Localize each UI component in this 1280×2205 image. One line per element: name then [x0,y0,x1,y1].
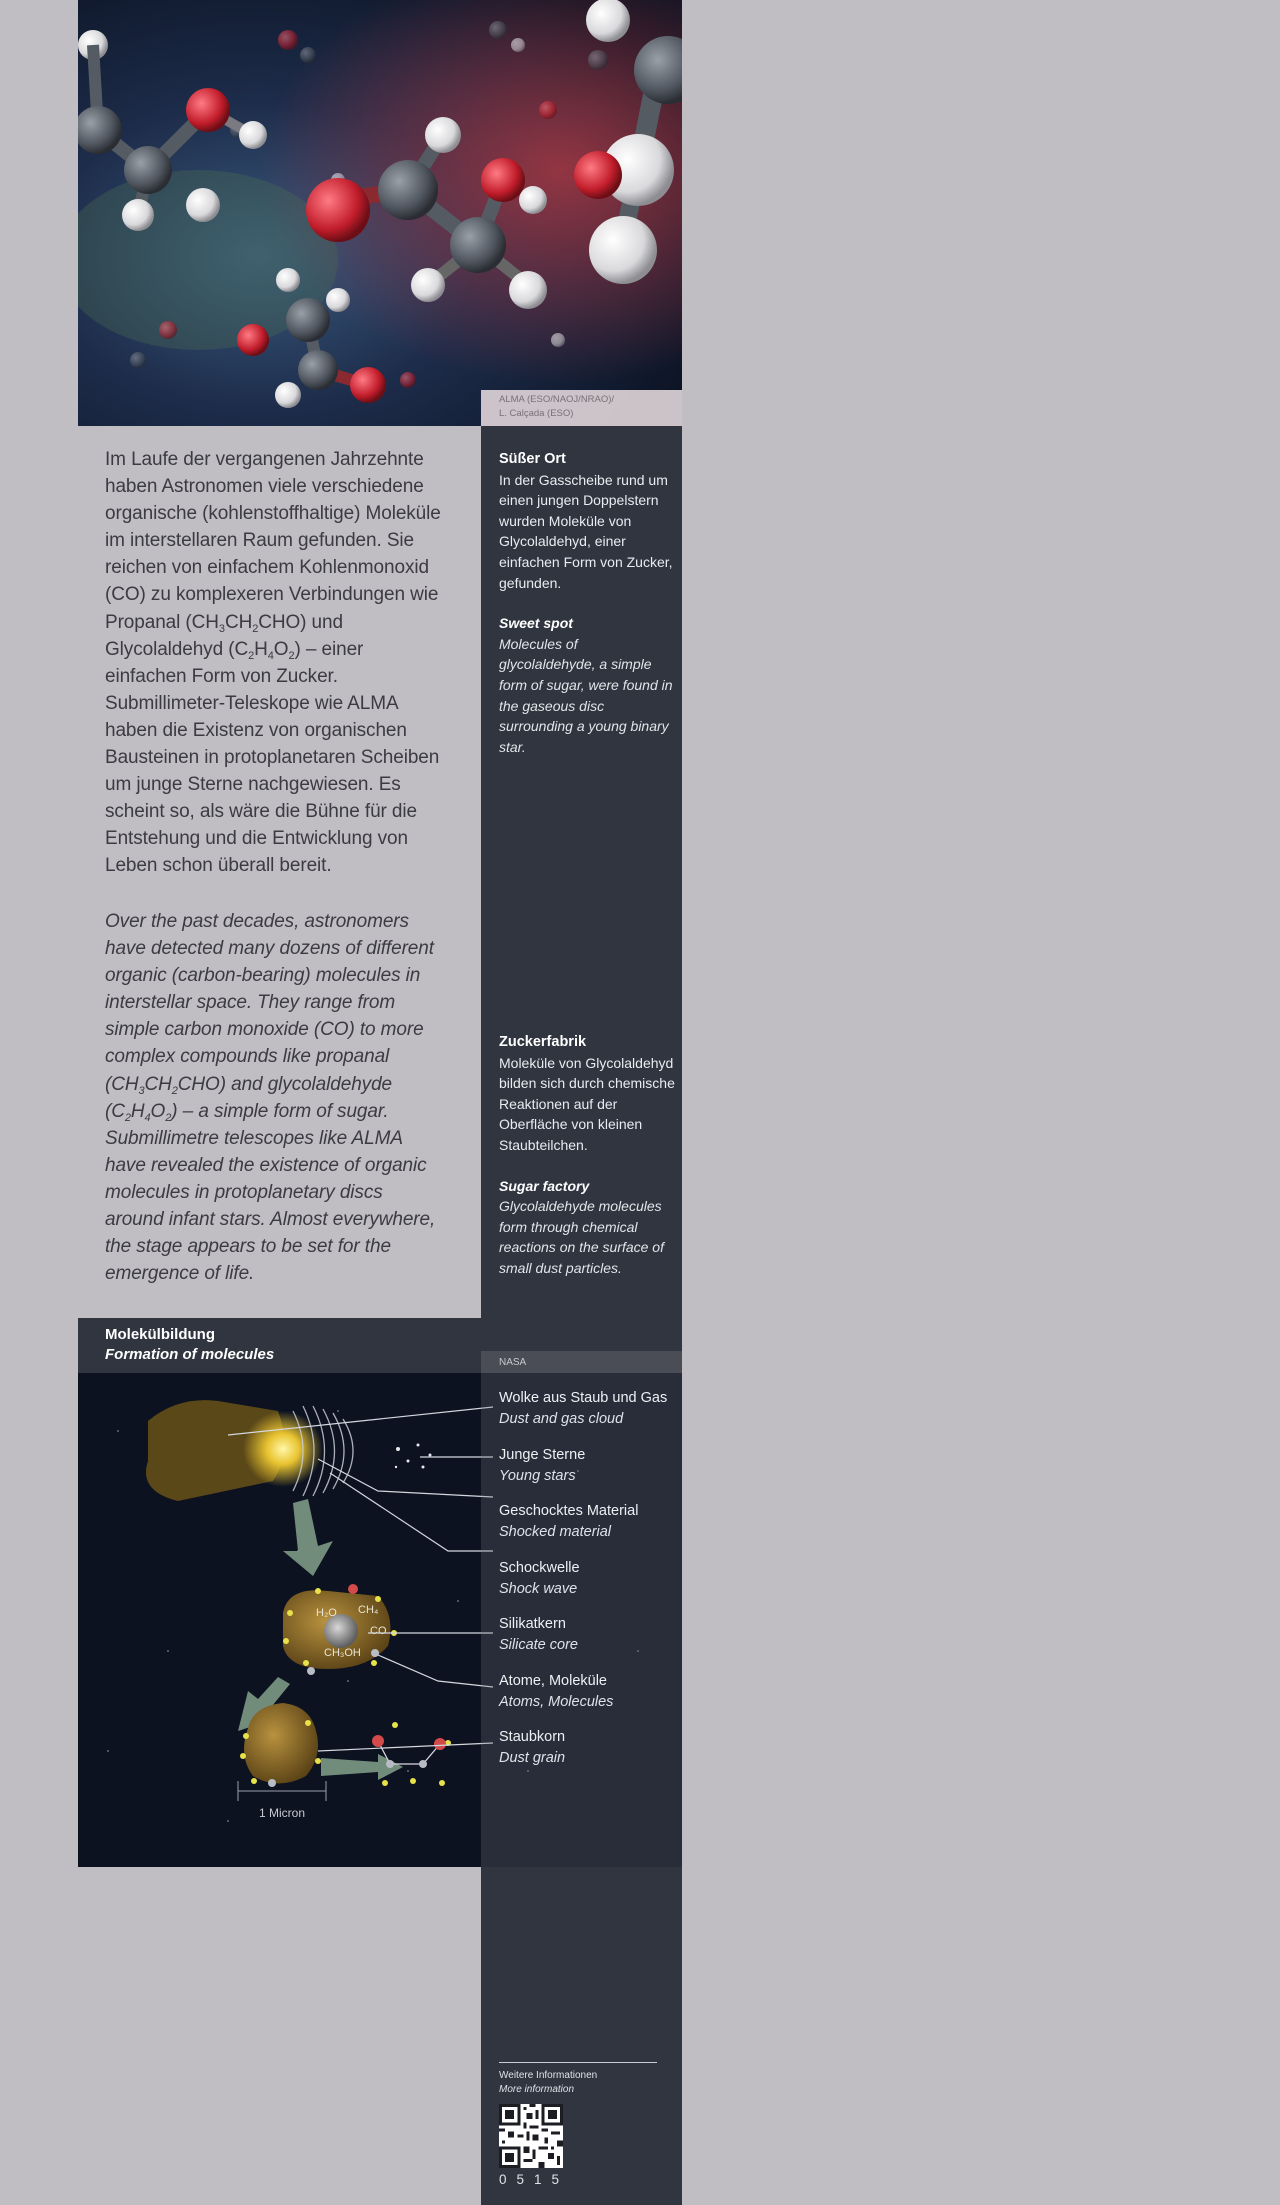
body-text-german [105,446,445,880]
more-info-en[interactable]: More information [499,2084,575,2095]
formula-subscript: 2 [124,1111,131,1124]
formula-subscript: 2 [171,1084,178,1097]
formula-subscript: 4 [267,649,274,662]
hero-credit-line2: L. Calçada (ESO) [499,408,574,419]
body-de-part1: Im Laufe der vergangenen Jahrzehnte haben Astronomen viele verschiedene organische (kohlenstoffhaltige) Moleküle im interstellaren Raum gefunden. Sie reichen von einfachem Kohlenmonoxid (CO) zu komplexeren Verbindungen wie Propanal ( [105,449,441,633]
label-de: Junge Sterne [499,1447,586,1463]
formula-text: H [130,1100,145,1122]
formula-subscript: 3 [218,622,225,635]
diagram-label-silicate-core [499,1614,578,1655]
hero-credit-line1: ALMA (ESO/NAOJ/NRAO)/ [499,394,615,405]
formula-subscript: 4 [144,1111,151,1124]
formula-subscript: 2 [248,649,255,662]
formula-subscript: 2 [165,1111,172,1124]
formula-text: O [273,638,289,660]
formula-text: CH [111,1073,139,1095]
label-en: Young stars [499,1467,576,1484]
label-en: Atoms, Molecules [499,1693,614,1710]
formula-text: CH [224,611,253,633]
diagram-credit: NASA [499,1357,527,1368]
label-de: Wolke aus Staub und Gas [499,1390,668,1406]
side-title-de: Süßer Ort [499,451,566,467]
side-text-de: Moleküle von Glycolaldehyd bilden sich durch chemische Reaktionen auf der Oberfläche von kleinen Staubteilchen. [499,1054,675,1153]
side-block-sweet-spot [499,449,675,757]
formula-text: C [111,1100,125,1122]
diagram-label-shock-wave [499,1558,580,1599]
body-de-part3: ) – einer einfachen Form von Zucker. Submillimeter-Teleskope wie ALMA haben die Existenz von organischen Bausteinen in protoplanetaren Scheiben um junge Sterne nachgewiesen. Es scheint so, als wäre die Bühne für die Entstehung und die Entwicklung von Leben schon überall bereit. [105,638,440,877]
side-block-sugar-factory [499,1032,675,1279]
label-h2o: H₂O [316,1607,337,1619]
scale-label: 1 Micron [259,1806,306,1820]
label-en: Dust grain [499,1749,566,1766]
label-de: Silikatkern [499,1616,566,1632]
label-de: Schockwelle [499,1560,580,1576]
hero-image [78,0,682,426]
side-text-en: Molecules of glycolaldehyde, a simple form of sugar, were found in the gaseous disc surrounding a young binary star. [499,635,673,755]
side-title-en: Sweet spot [499,615,573,632]
body-en-part1: Over the past decades, astronomers have detected many dozens of different organic (carbon-bearing) molecules in interstellar space. They range from simple carbon monoxide (CO) to more complex compounds like propanal ( [105,911,434,1095]
body-text-english [105,908,445,1287]
formula-subscript: 3 [138,1084,145,1097]
formula-text: C [234,638,249,660]
more-info-de: Weitere Informationen [499,2070,598,2081]
body-en-part3: ) – a simple form of sugar. Submillimetre telescopes like ALMA have revealed the existence of organic molecules in protoplanetary discs around infant stars. Almost everywhere, the stage appears to be set for the emergence of life. [105,1100,436,1285]
side-title-de: Zuckerfabrik [499,1034,587,1050]
body-en-part2: CHO) and glycolaldehyde ( [105,1073,393,1122]
diagram-label-cloud [499,1388,667,1429]
label-en: Dust and gas cloud [499,1410,624,1427]
diagram-label-atoms-molecules [499,1671,613,1712]
label-en: Shocked material [499,1523,612,1540]
formula-text: CH [144,1073,172,1095]
body-de-part2: CHO) und Glycolaldehyd ( [105,611,343,660]
exhibit-code: 0515 [499,2172,570,2187]
side-title-en: Sugar factory [499,1177,590,1194]
formula-subscript: 2 [252,622,259,635]
qr-code-icon[interactable] [499,2104,563,2168]
formula-text: H [254,638,268,660]
label-co: CO [370,1625,387,1637]
label-en: Shock wave [499,1580,578,1597]
side-text-de: In der Gasscheibe rund um einen jungen Doppelstern wurden Moleküle von Glycolaldehyd, einer einfachen Form von Zucker, gefunden. [499,471,673,591]
side-text-en: Glycolaldehyde molecules form through chemical reactions on the surface of small dust particles. [499,1198,664,1276]
formula-subscript: 2 [288,649,295,662]
formula-text: CH [191,611,219,633]
label-de: Geschocktes Material [499,1503,639,1519]
formula-text: O [150,1100,166,1122]
footer-divider [499,2062,657,2063]
diagram-label-young-stars [499,1445,585,1486]
label-ch4: CH₄ [358,1604,379,1616]
diagram-title-de: Molekülbildung [105,1326,215,1343]
label-en: Silicate core [499,1636,578,1653]
hero-credit [481,390,682,426]
label-de: Atome, Moleküle [499,1673,607,1689]
diagram-label-dust-grain [499,1727,565,1768]
label-ch3oh: CH₃OH [324,1647,361,1659]
diagram-title-en: Formation of molecules [105,1346,275,1363]
label-de: Staubkorn [499,1729,566,1745]
diagram-label-shocked-material [499,1501,638,1542]
